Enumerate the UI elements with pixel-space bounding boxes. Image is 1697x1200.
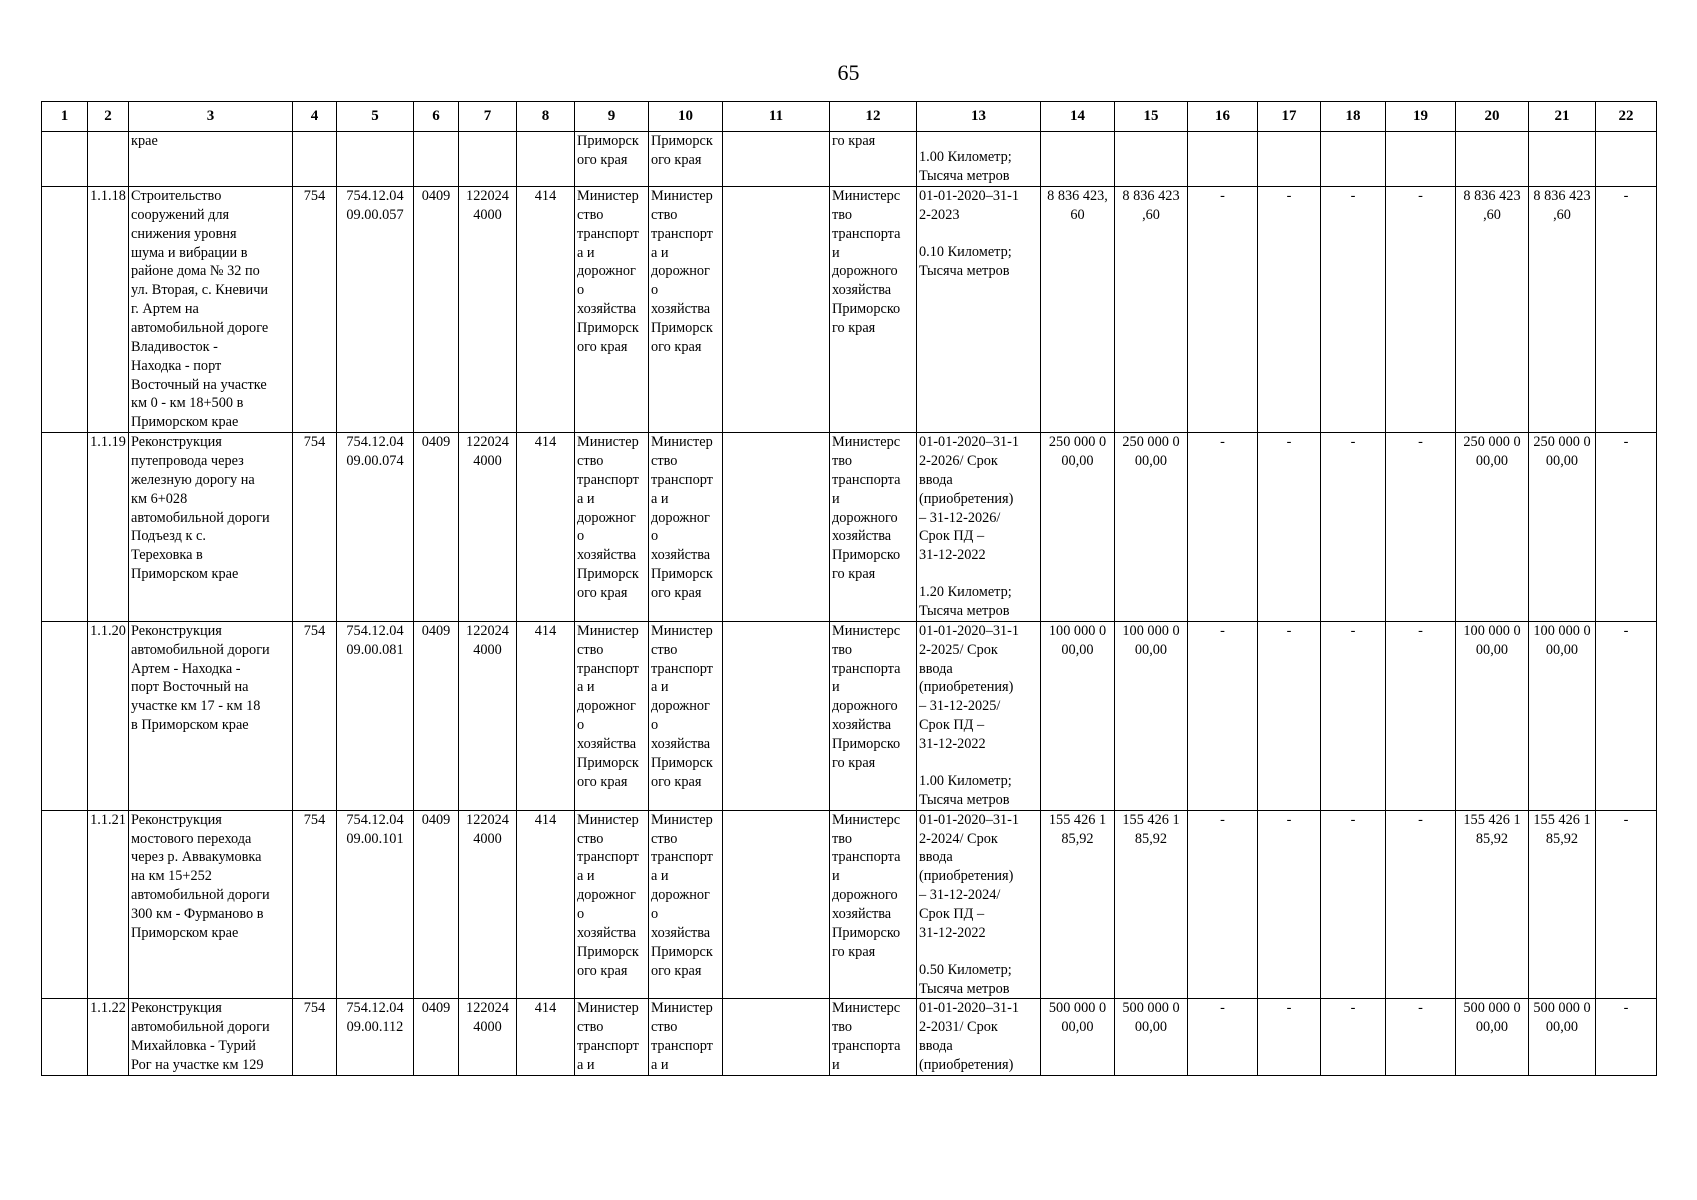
capacity-text: 0.50 Километр; Тысяча метров: [919, 961, 1012, 997]
table-cell: [42, 810, 88, 999]
page-number: 65: [837, 60, 860, 85]
continuation-row: [42, 132, 1657, 187]
table-row: [42, 433, 1657, 622]
table-cell: [517, 132, 575, 187]
table-cell: Министер ство транспорт а и дорожног о хозяйства Приморск ого края: [649, 187, 723, 433]
table-cell: Министерс тво транспорта и: [830, 999, 917, 1075]
column-header: 19: [1386, 102, 1456, 132]
table-cell: [1321, 132, 1386, 187]
period-text: 01-01-2020–31-1 2-2031/ Срок ввода (приобретения): [919, 1000, 1020, 1073]
table-cell: -: [1596, 999, 1657, 1075]
column-header: 20: [1456, 102, 1529, 132]
table-cell: [723, 187, 830, 433]
table-row: [42, 999, 1657, 1075]
row-number: 1.1.18: [88, 187, 129, 433]
period-text: 01-01-2020–31-1 2-2024/ Срок ввода (приобретения) – 31-12-2024/ Срок ПД – 31-12-2022: [919, 811, 1020, 941]
table-cell: [1596, 132, 1657, 187]
table-cell: 754.12.04 09.00.074: [337, 433, 414, 622]
row-number: 1.1.21: [88, 810, 129, 999]
column-header: 18: [1321, 102, 1386, 132]
table-cell: [917, 621, 1041, 810]
table-cell: -: [1188, 810, 1258, 999]
table-cell: -: [1596, 810, 1657, 999]
capacity-text: 1.00 Километр; Тысяча метров: [919, 772, 1012, 808]
table-cell: -: [1386, 621, 1456, 810]
object-name-cell: Строительство сооружений для снижения уровня шума и вибрации в районе дома № 32 по ул. Вторая, с. Кневичи г. Артем на автомобильной дороге Владивосток - Находка - порт Восточный на участке км 0 - км 18+500 в Приморском крае: [129, 187, 293, 433]
table-cell: 122024 4000: [459, 999, 517, 1075]
table-cell: Министер ство транспорт а и дорожног о хозяйства Приморск ого края: [649, 810, 723, 999]
column-header: 16: [1188, 102, 1258, 132]
column-header: 13: [917, 102, 1041, 132]
table-cell: [337, 132, 414, 187]
table-cell: -: [1258, 187, 1321, 433]
table-cell: [723, 132, 830, 187]
table-cell: 754.12.04 09.00.057: [337, 187, 414, 433]
column-header: 15: [1115, 102, 1188, 132]
column-header: 9: [575, 102, 649, 132]
table-cell: -: [1321, 621, 1386, 810]
table-cell: [459, 132, 517, 187]
table-cell: Министерс тво транспорта и дорожного хозяйства Приморско го края: [830, 810, 917, 999]
table-cell: [917, 433, 1041, 622]
table-cell: [42, 187, 88, 433]
table-cell: 754: [293, 999, 337, 1075]
table-cell: 754: [293, 810, 337, 999]
table-cell: 100 000 0 00,00: [1041, 621, 1115, 810]
table-cell: -: [1188, 187, 1258, 433]
table-cell: Министер ство транспорт а и дорожног о хозяйства Приморск ого края: [575, 621, 649, 810]
table-cell: [42, 621, 88, 810]
table-cell: [1041, 132, 1115, 187]
table-cell: 100 000 0 00,00: [1529, 621, 1596, 810]
table-cell: 122024 4000: [459, 621, 517, 810]
table-cell: [1386, 132, 1456, 187]
table-cell: 122024 4000: [459, 433, 517, 622]
table-cell: Министерс тво транспорта и дорожного хозяйства Приморско го края: [830, 187, 917, 433]
table-cell: 500 000 0 00,00: [1115, 999, 1188, 1075]
table-cell: 250 000 0 00,00: [1456, 433, 1529, 622]
table-cell: -: [1596, 433, 1657, 622]
table-cell: 500 000 0 00,00: [1456, 999, 1529, 1075]
table-cell: 414: [517, 810, 575, 999]
table-cell: Министер ство транспорт а и дорожног о хозяйства Приморск ого края: [649, 621, 723, 810]
table-cell: -: [1321, 999, 1386, 1075]
table-cell: Министер ство транспорт а и дорожног о хозяйства Приморск ого края: [575, 187, 649, 433]
table-cell: [42, 433, 88, 622]
column-header: 11: [723, 102, 830, 132]
column-header: 7: [459, 102, 517, 132]
table-cell: -: [1258, 999, 1321, 1075]
table-cell: 414: [517, 187, 575, 433]
object-name-cell: Реконструкция автомобильной дороги Михайловка - Турий Рог на участке км 129: [129, 999, 293, 1075]
table-cell: [42, 999, 88, 1075]
column-header: 21: [1529, 102, 1596, 132]
table-cell: [293, 132, 337, 187]
table-cell: 8 836 423, 60: [1041, 187, 1115, 433]
table-cell: [1456, 132, 1529, 187]
table-cell: 500 000 0 00,00: [1529, 999, 1596, 1075]
table-cell: [917, 187, 1041, 433]
table-cell: -: [1188, 621, 1258, 810]
table-cell: 0409: [414, 187, 459, 433]
table-cell: [917, 810, 1041, 999]
column-header: 5: [337, 102, 414, 132]
table-cell: -: [1386, 999, 1456, 1075]
table-cell: -: [1188, 999, 1258, 1075]
period-text: 01-01-2020–31-1 2-2026/ Срок ввода (приобретения) – 31-12-2026/ Срок ПД – 31-12-2022: [919, 434, 1020, 564]
column-header: 14: [1041, 102, 1115, 132]
table-row: [42, 621, 1657, 810]
column-header: 2: [88, 102, 129, 132]
table-cell: 754.12.04 09.00.081: [337, 621, 414, 810]
table-cell: [42, 132, 88, 187]
table-cell: 414: [517, 621, 575, 810]
table-cell: [1529, 132, 1596, 187]
table-cell: [917, 999, 1041, 1075]
table-cell: 754: [293, 187, 337, 433]
table-cell: 0409: [414, 999, 459, 1075]
column-header: 1: [42, 102, 88, 132]
row-number: 1.1.19: [88, 433, 129, 622]
budget-table: [41, 101, 1657, 1076]
period-text: 01-01-2020–31-1 2-2025/ Срок ввода (приобретения) – 31-12-2025/ Срок ПД – 31-12-2022: [919, 622, 1020, 753]
table-cell: [723, 621, 830, 810]
table-cell: -: [1386, 187, 1456, 433]
table-cell: 0409: [414, 621, 459, 810]
table-cell: -: [1258, 810, 1321, 999]
table-cell: 155 426 1 85,92: [1041, 810, 1115, 999]
object-name-cell: Реконструкция мостового перехода через р. Аввакумовка на км 15+252 автомобильной дороги 300 км - Фурманово в Приморском крае: [129, 810, 293, 999]
table-cell: 122024 4000: [459, 187, 517, 433]
column-header: 12: [830, 102, 917, 132]
table-cell: -: [1321, 433, 1386, 622]
table-cell: Министерс тво транспорта и дорожного хозяйства Приморско го края: [830, 621, 917, 810]
table-cell: 122024 4000: [459, 810, 517, 999]
table-cell: 414: [517, 433, 575, 622]
column-header: 17: [1258, 102, 1321, 132]
object-name-cell: крае: [129, 132, 293, 187]
table-cell: Министер ство транспорт а и: [575, 999, 649, 1075]
table-cell: 1.00 Километр; Тысяча метров: [917, 132, 1041, 187]
capacity-text: 1.20 Километр; Тысяча метров: [919, 584, 1012, 620]
table-cell: [723, 433, 830, 622]
table-row: [42, 810, 1657, 999]
table-cell: Министер ство транспорт а и: [649, 999, 723, 1075]
table-cell: 754.12.04 09.00.101: [337, 810, 414, 999]
column-header: 10: [649, 102, 723, 132]
column-header: 4: [293, 102, 337, 132]
column-header: 3: [129, 102, 293, 132]
capacity-text: 0.10 Километр; Тысяча метров: [919, 243, 1012, 279]
table-cell: Приморск ого края: [575, 132, 649, 187]
table-cell: [723, 999, 830, 1075]
table-cell: 754: [293, 621, 337, 810]
table-cell: [1258, 132, 1321, 187]
period-text: 01-01-2020–31-1 2-2023: [919, 188, 1020, 223]
table-cell: [723, 810, 830, 999]
table-cell: [88, 132, 129, 187]
table-cell: 8 836 423 ,60: [1529, 187, 1596, 433]
table-cell: 155 426 1 85,92: [1529, 810, 1596, 999]
table-cell: го края: [830, 132, 917, 187]
table-cell: [1188, 132, 1258, 187]
table-cell: Министер ство транспорт а и дорожног о хозяйства Приморск ого края: [649, 433, 723, 622]
column-header: 8: [517, 102, 575, 132]
table-cell: 414: [517, 999, 575, 1075]
table-cell: -: [1321, 187, 1386, 433]
table-cell: Министерс тво транспорта и дорожного хозяйства Приморско го края: [830, 433, 917, 622]
table-cell: Министер ство транспорт а и дорожног о хозяйства Приморск ого края: [575, 810, 649, 999]
table-cell: Приморск ого края: [649, 132, 723, 187]
table-cell: -: [1258, 621, 1321, 810]
table-cell: 8 836 423 ,60: [1115, 187, 1188, 433]
table-cell: -: [1321, 810, 1386, 999]
header-row: [42, 102, 1657, 132]
table-cell: 754: [293, 433, 337, 622]
table-row: [42, 187, 1657, 433]
table-cell: -: [1596, 621, 1657, 810]
table-cell: -: [1386, 810, 1456, 999]
row-number: 1.1.22: [88, 999, 129, 1075]
row-number: 1.1.20: [88, 621, 129, 810]
column-header: 22: [1596, 102, 1657, 132]
column-header: 6: [414, 102, 459, 132]
table-cell: 155 426 1 85,92: [1115, 810, 1188, 999]
object-name-cell: Реконструкция автомобильной дороги Артем - Находка - порт Восточный на участке км 17 - км 18 в Приморском крае: [129, 621, 293, 810]
table-cell: 500 000 0 00,00: [1041, 999, 1115, 1075]
table-cell: 8 836 423 ,60: [1456, 187, 1529, 433]
table-cell: 100 000 0 00,00: [1456, 621, 1529, 810]
table-cell: 250 000 0 00,00: [1529, 433, 1596, 622]
table-cell: -: [1596, 187, 1657, 433]
object-name-cell: Реконструкция путепровода через железную дорогу на км 6+028 автомобильной дороги Подъезд к с. Тереховка в Приморском крае: [129, 433, 293, 622]
table-cell: 155 426 1 85,92: [1456, 810, 1529, 999]
table-cell: -: [1188, 433, 1258, 622]
table-cell: 250 000 0 00,00: [1041, 433, 1115, 622]
table-cell: 0409: [414, 810, 459, 999]
table-cell: -: [1386, 433, 1456, 622]
table-cell: Министер ство транспорт а и дорожног о хозяйства Приморск ого края: [575, 433, 649, 622]
table-cell: 754.12.04 09.00.112: [337, 999, 414, 1075]
table-cell: [1115, 132, 1188, 187]
table-cell: 250 000 0 00,00: [1115, 433, 1188, 622]
table-cell: -: [1258, 433, 1321, 622]
table-cell: [414, 132, 459, 187]
table-cell: 0409: [414, 433, 459, 622]
table-cell: 100 000 0 00,00: [1115, 621, 1188, 810]
